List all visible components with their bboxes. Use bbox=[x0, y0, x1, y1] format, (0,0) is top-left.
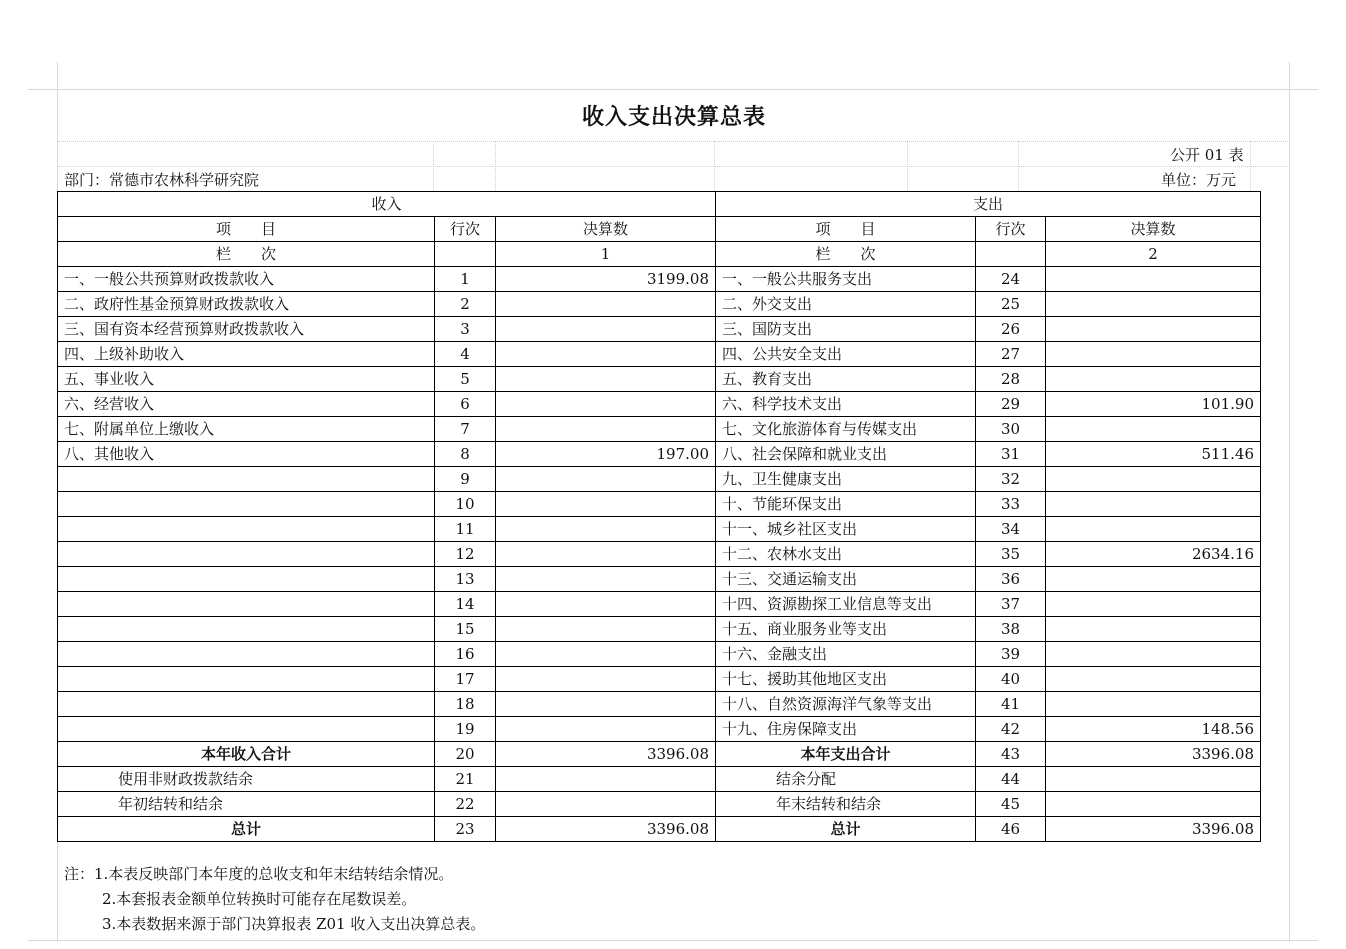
income-row-no-cell: 2 bbox=[435, 292, 496, 317]
income-summary-row-no-cell: 21 bbox=[435, 767, 496, 792]
expense-item-cell: 十一、城乡社区支出 bbox=[716, 517, 976, 542]
expense-row-no-cell: 29 bbox=[976, 392, 1046, 417]
income-summary-item-cell: 本年收入合计 bbox=[58, 742, 435, 767]
expense-amount-cell bbox=[1046, 617, 1261, 642]
expense-amount-cell: 101.90 bbox=[1046, 392, 1261, 417]
income-row-no-cell: 3 bbox=[435, 317, 496, 342]
income-row-no-cell: 19 bbox=[435, 717, 496, 742]
table-row bbox=[58, 567, 1261, 592]
expense-row-no-cell: 28 bbox=[976, 367, 1046, 392]
expense-row-no-cell: 31 bbox=[976, 442, 1046, 467]
income-summary-row-no-cell: 23 bbox=[435, 817, 496, 842]
expense-column-index: 2 bbox=[1046, 242, 1261, 267]
income-row-no-cell: 9 bbox=[435, 467, 496, 492]
expense-row-no-cell: 41 bbox=[976, 692, 1046, 717]
income-amount-cell bbox=[496, 417, 716, 442]
expense-item-cell: 八、社会保障和就业支出 bbox=[716, 442, 976, 467]
expense-item-cell: 二、外交支出 bbox=[716, 292, 976, 317]
income-item-cell bbox=[58, 642, 435, 667]
expense-summary-item-cell: 年末结转和结余 bbox=[716, 792, 976, 817]
expense-amount-cell: 2634.16 bbox=[1046, 542, 1261, 567]
expense-row-no-header: 行次 bbox=[976, 217, 1046, 242]
income-row-no-cell: 13 bbox=[435, 567, 496, 592]
income-item-cell bbox=[58, 567, 435, 592]
income-row-no-cell: 7 bbox=[435, 417, 496, 442]
expense-summary-item-cell: 本年支出合计 bbox=[716, 742, 976, 767]
income-amount-cell bbox=[496, 642, 716, 667]
summary-row bbox=[58, 742, 1261, 767]
grid-guide bbox=[907, 141, 908, 191]
income-row-no-header: 行次 bbox=[435, 217, 496, 242]
table-row bbox=[58, 592, 1261, 617]
income-row-no-cell: 5 bbox=[435, 367, 496, 392]
expense-row-no-cell: 25 bbox=[976, 292, 1046, 317]
grid-guide bbox=[1018, 141, 1019, 191]
expense-row-no-cell: 42 bbox=[976, 717, 1046, 742]
income-section-header: 收入 bbox=[58, 192, 716, 217]
income-item-cell bbox=[58, 592, 435, 617]
income-row-no-cell: 15 bbox=[435, 617, 496, 642]
income-amount-cell bbox=[496, 667, 716, 692]
expense-summary-amount-cell: 3396.08 bbox=[1046, 742, 1261, 767]
expense-summary-row-no-cell: 43 bbox=[976, 742, 1046, 767]
expense-amount-cell bbox=[1046, 267, 1261, 292]
income-row-no-cell: 6 bbox=[435, 392, 496, 417]
income-row-no-cell: 12 bbox=[435, 542, 496, 567]
expense-summary-row-no-cell: 44 bbox=[976, 767, 1046, 792]
expense-item-cell: 一、一般公共服务支出 bbox=[716, 267, 976, 292]
header-row-column-index bbox=[58, 242, 1261, 267]
expense-row-no-cell: 35 bbox=[976, 542, 1046, 567]
income-item-cell bbox=[58, 667, 435, 692]
income-row-no-cell: 1 bbox=[435, 267, 496, 292]
note-1: 注：1.本表反映部门本年度的总收支和年末结转结余情况。 bbox=[64, 865, 454, 883]
income-item-header: 项 目 bbox=[58, 217, 435, 242]
income-amount-cell: 3199.08 bbox=[496, 267, 716, 292]
expense-row-no-cell: 33 bbox=[976, 492, 1046, 517]
table-row bbox=[58, 292, 1261, 317]
expense-summary-item-cell: 总计 bbox=[716, 817, 976, 842]
income-row-no-cell: 17 bbox=[435, 667, 496, 692]
expense-row-no-cell: 24 bbox=[976, 267, 1046, 292]
income-amount-cell bbox=[496, 517, 716, 542]
notes bbox=[64, 862, 485, 937]
expense-item-cell: 十三、交通运输支出 bbox=[716, 567, 976, 592]
header-row-columns bbox=[58, 217, 1261, 242]
expense-item-cell: 十、节能环保支出 bbox=[716, 492, 976, 517]
income-item-cell: 八、其他收入 bbox=[58, 442, 435, 467]
table-row bbox=[58, 717, 1261, 742]
expense-row-no-cell: 32 bbox=[976, 467, 1046, 492]
income-amount-cell bbox=[496, 317, 716, 342]
income-item-cell bbox=[58, 517, 435, 542]
income-amount-cell bbox=[496, 567, 716, 592]
grid-guide bbox=[58, 141, 1290, 142]
table-row bbox=[58, 342, 1261, 367]
expense-row-no-cell: 37 bbox=[976, 592, 1046, 617]
expense-amount-cell: 511.46 bbox=[1046, 442, 1261, 467]
table-row bbox=[58, 317, 1261, 342]
expense-row-no-cell: 36 bbox=[976, 567, 1046, 592]
income-summary-amount-cell: 3396.08 bbox=[496, 817, 716, 842]
department-label: 部门：常德市农林科学研究院 bbox=[64, 171, 260, 189]
income-item-cell bbox=[58, 692, 435, 717]
expense-item-cell: 三、国防支出 bbox=[716, 317, 976, 342]
income-summary-row-no-cell: 22 bbox=[435, 792, 496, 817]
expense-item-cell: 十七、援助其他地区支出 bbox=[716, 667, 976, 692]
income-amount-cell bbox=[496, 342, 716, 367]
income-column-label: 栏 次 bbox=[58, 242, 435, 267]
page-title: 收入支出决算总表 bbox=[581, 103, 766, 130]
expense-item-cell: 七、文化旅游体育与传媒支出 bbox=[716, 417, 976, 442]
income-amount-cell bbox=[496, 692, 716, 717]
expense-amount-cell bbox=[1046, 317, 1261, 342]
expense-summary-amount-cell bbox=[1046, 792, 1261, 817]
income-amount-cell bbox=[496, 542, 716, 567]
grid-guide bbox=[433, 141, 434, 191]
table-row bbox=[58, 542, 1261, 567]
income-item-cell bbox=[58, 617, 435, 642]
expense-summary-row-no-cell: 46 bbox=[976, 817, 1046, 842]
table-row bbox=[58, 492, 1261, 517]
table-row bbox=[58, 392, 1261, 417]
income-amount-cell bbox=[496, 492, 716, 517]
expense-item-cell: 十八、自然资源海洋气象等支出 bbox=[716, 692, 976, 717]
table-row bbox=[58, 417, 1261, 442]
expense-amount-header: 决算数 bbox=[1046, 217, 1261, 242]
expense-amount-cell bbox=[1046, 667, 1261, 692]
income-item-cell: 六、经营收入 bbox=[58, 392, 435, 417]
expense-row-no-cell: 30 bbox=[976, 417, 1046, 442]
income-amount-cell bbox=[496, 392, 716, 417]
expense-item-cell: 十六、金融支出 bbox=[716, 642, 976, 667]
page-guide-bottom bbox=[28, 940, 1318, 941]
income-amount-cell bbox=[496, 717, 716, 742]
income-row-no-cell: 11 bbox=[435, 517, 496, 542]
table-row bbox=[58, 517, 1261, 542]
table-row bbox=[58, 467, 1261, 492]
summary-row bbox=[58, 792, 1261, 817]
expense-item-cell: 五、教育支出 bbox=[716, 367, 976, 392]
income-amount-cell: 197.00 bbox=[496, 442, 716, 467]
expense-amount-cell bbox=[1046, 467, 1261, 492]
income-row-no-cell: 8 bbox=[435, 442, 496, 467]
income-row-no-cell: 10 bbox=[435, 492, 496, 517]
expense-amount-cell bbox=[1046, 417, 1261, 442]
unit-label: 单位：万元 bbox=[1161, 171, 1237, 189]
page-guide-right bbox=[1289, 62, 1290, 942]
expense-amount-cell bbox=[1046, 517, 1261, 542]
table-row bbox=[58, 617, 1261, 642]
expense-item-cell: 十九、住房保障支出 bbox=[716, 717, 976, 742]
note-2: 2.本套报表金额单位转换时可能存在尾数误差。 bbox=[102, 890, 417, 908]
income-item-cell: 五、事业收入 bbox=[58, 367, 435, 392]
expense-amount-cell: 148.56 bbox=[1046, 717, 1261, 742]
expense-item-cell: 九、卫生健康支出 bbox=[716, 467, 976, 492]
expense-amount-cell bbox=[1046, 642, 1261, 667]
expense-row-no-cell: 38 bbox=[976, 617, 1046, 642]
expense-row-no-cell: 39 bbox=[976, 642, 1046, 667]
income-amount-header: 决算数 bbox=[496, 217, 716, 242]
income-amount-cell bbox=[496, 617, 716, 642]
income-item-cell bbox=[58, 467, 435, 492]
income-expense-table bbox=[57, 191, 1261, 842]
income-summary-row-no-cell: 20 bbox=[435, 742, 496, 767]
summary-row bbox=[58, 817, 1261, 842]
income-summary-item-cell: 使用非财政拨款结余 bbox=[58, 767, 435, 792]
form-number: 公开 01 表 bbox=[1170, 146, 1244, 164]
table-row bbox=[58, 367, 1261, 392]
income-row-no-cell: 14 bbox=[435, 592, 496, 617]
income-item-cell bbox=[58, 542, 435, 567]
expense-row-no-cell: 40 bbox=[976, 667, 1046, 692]
income-item-cell bbox=[58, 717, 435, 742]
income-item-cell: 三、国有资本经营预算财政拨款收入 bbox=[58, 317, 435, 342]
expense-item-cell: 四、公共安全支出 bbox=[716, 342, 976, 367]
expense-amount-cell bbox=[1046, 292, 1261, 317]
expense-item-cell: 十二、农林水支出 bbox=[716, 542, 976, 567]
grid-guide bbox=[58, 166, 1290, 167]
income-row-no-cell: 16 bbox=[435, 642, 496, 667]
income-amount-cell bbox=[496, 592, 716, 617]
summary-row bbox=[58, 767, 1261, 792]
expense-item-header: 项 目 bbox=[716, 217, 976, 242]
income-row-no-cell: 18 bbox=[435, 692, 496, 717]
grid-guide bbox=[714, 141, 715, 191]
income-amount-cell bbox=[496, 367, 716, 392]
expense-summary-amount-cell: 3396.08 bbox=[1046, 817, 1261, 842]
grid-guide bbox=[1250, 141, 1251, 191]
note-3: 3.本表数据来源于部门决算报表 Z01 收入支出决算总表。 bbox=[102, 915, 486, 933]
income-summary-item-cell: 年初结转和结余 bbox=[58, 792, 435, 817]
expense-column-label: 栏 次 bbox=[716, 242, 976, 267]
expense-summary-item-cell: 结余分配 bbox=[716, 767, 976, 792]
table-row bbox=[58, 442, 1261, 467]
income-column-index: 1 bbox=[496, 242, 716, 267]
income-summary-amount-cell bbox=[496, 792, 716, 817]
expense-amount-cell bbox=[1046, 567, 1261, 592]
expense-column-index-blank bbox=[976, 242, 1046, 267]
expense-item-cell: 十四、资源勘探工业信息等支出 bbox=[716, 592, 976, 617]
income-amount-cell bbox=[496, 467, 716, 492]
income-row-no-cell: 4 bbox=[435, 342, 496, 367]
expense-amount-cell bbox=[1046, 492, 1261, 517]
expense-row-no-cell: 26 bbox=[976, 317, 1046, 342]
expense-item-cell: 十五、商业服务业等支出 bbox=[716, 617, 976, 642]
grid-guide bbox=[495, 141, 496, 191]
expense-amount-cell bbox=[1046, 592, 1261, 617]
income-item-cell: 一、一般公共预算财政拨款收入 bbox=[58, 267, 435, 292]
table-row bbox=[58, 692, 1261, 717]
income-summary-item-cell: 总计 bbox=[58, 817, 435, 842]
expense-summary-amount-cell bbox=[1046, 767, 1261, 792]
expense-section-header: 支出 bbox=[716, 192, 1261, 217]
expense-row-no-cell: 27 bbox=[976, 342, 1046, 367]
income-item-cell: 二、政府性基金预算财政拨款收入 bbox=[58, 292, 435, 317]
header-row-section bbox=[58, 192, 1261, 217]
expense-amount-cell bbox=[1046, 692, 1261, 717]
income-item-cell: 四、上级补助收入 bbox=[58, 342, 435, 367]
income-item-cell bbox=[58, 492, 435, 517]
table-row bbox=[58, 267, 1261, 292]
table-row bbox=[58, 642, 1261, 667]
table-row bbox=[58, 667, 1261, 692]
income-item-cell: 七、附属单位上缴收入 bbox=[58, 417, 435, 442]
expense-row-no-cell: 34 bbox=[976, 517, 1046, 542]
expense-summary-row-no-cell: 45 bbox=[976, 792, 1046, 817]
expense-item-cell: 六、科学技术支出 bbox=[716, 392, 976, 417]
income-summary-amount-cell: 3396.08 bbox=[496, 742, 716, 767]
expense-amount-cell bbox=[1046, 342, 1261, 367]
expense-amount-cell bbox=[1046, 367, 1261, 392]
income-summary-amount-cell bbox=[496, 767, 716, 792]
income-column-index-blank bbox=[435, 242, 496, 267]
income-amount-cell bbox=[496, 292, 716, 317]
